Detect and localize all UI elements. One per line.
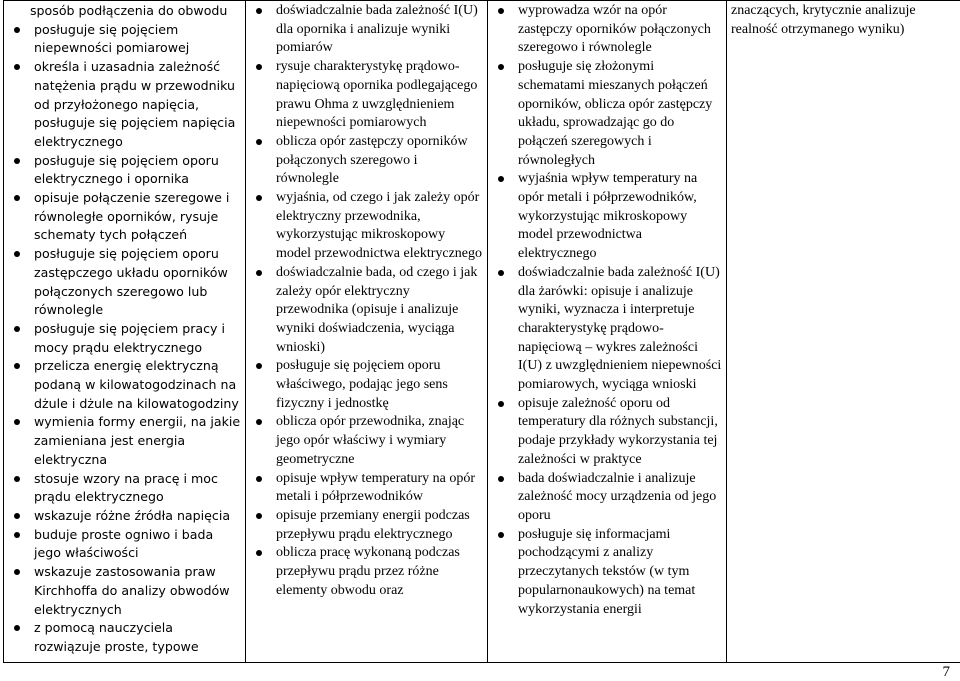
column-intro: sposób podłączenia do obwodu — [30, 3, 228, 18]
list-item: bada doświadczalnie i analizuje zależność mocy urządzenia od jego oporu — [492, 470, 722, 526]
list-item: opisuje wpływ temperatury na opór metali i półprzewodników — [250, 470, 483, 507]
list-item: posługuje się informacjami pochodzącymi z analizy przeczytanych tekstów (w tym popularnonaukowych) na temat wykorzystania energii — [492, 526, 722, 620]
list-item: wskazuje zastosowania praw Kirchhoffa do analizy obwodów elektrycznych — [8, 563, 241, 619]
requirements-list-3 — [492, 2, 722, 619]
list-item: wyjaśnia wpływ temperatury na opór metali i półprzewodników, wykorzystując mikroskopowy model przewodnictwa elektrycznego — [492, 170, 722, 264]
list-item: doświadczalnie bada, od czego i jak zależy opór elektryczny przewodnika (opisuje i analizuje wyniki doświadczenia, wyciąga wnioski) — [250, 264, 483, 358]
column-text: znaczących, krytycznie analizuje realność otrzymanego wyniku) — [731, 3, 916, 37]
list-item: posługuje się pojęciem pracy i mocy prądu elektrycznego — [8, 320, 241, 357]
requirements-table — [3, 0, 960, 663]
list-item: wymienia formy energii, na jakie zamieniana jest energia elektryczna — [8, 413, 241, 469]
list-item: określa i uzasadnia zależność natężenia prądu w przewodniku od przyłożonego napięcia, posługuje się pojęciem napięcia elektrycznego — [8, 58, 241, 152]
column-extended — [246, 1, 488, 663]
list-item: przelicza energię elektryczną podaną w kilowatogodzinach na dżule i dżule na kilowatogodziny — [8, 357, 241, 413]
list-item: buduje proste ogniwo i bada jego właściwości — [8, 526, 241, 563]
list-item: stosuje wzory na pracę i moc prądu elektrycznego — [8, 470, 241, 507]
list-item: posługuje się pojęciem oporu zastępczego układu oporników połączonych szeregowo lub równolegle — [8, 245, 241, 320]
list-item: posługuje się pojęciem niepewności pomiarowej — [8, 21, 241, 58]
list-item: opisuje połączenie szeregowe i równoległe oporników, rysuje schematy tych połączeń — [8, 189, 241, 245]
requirements-list-2 — [250, 2, 483, 601]
list-item: posługuje się pojęciem oporu właściwego, podając jego sens fizyczny i jednostkę — [250, 357, 483, 413]
page-number: 7 — [942, 664, 950, 680]
list-item: doświadczalnie bada zależność I(U) dla żarówki: opisuje i analizuje wyniki, wyznacza i interpretuje charakterystykę prądowo-napięciową – wykres zależności I(U) z uwzględnieniem niepewności pomiarowych, wyciąga wnioski — [492, 264, 722, 395]
list-item: oblicza pracę wykonaną podczas przepływu prądu przez różne elementy obwodu oraz — [250, 544, 483, 600]
list-item: z pomocą nauczyciela rozwiązuje proste, typowe — [8, 619, 241, 656]
list-item: opisuje zależność oporu od temperatury dla różnych substancji, podaje przykłady wykorzystania tej zależności w praktyce — [492, 395, 722, 470]
column-full — [488, 1, 727, 663]
list-item: posługuje się złożonymi schematami mieszanych połączeń oporników, oblicza opór zastępczy układu, sprowadzając go do połączeń szeregowych i równoległych — [492, 58, 722, 170]
list-item: oblicza opór zastępczy oporników połączonych szeregowo i równolegle — [250, 133, 483, 189]
column-excellent — [727, 1, 960, 663]
list-item: wyjaśnia, od czego i jak zależy opór elektryczny przewodnika, wykorzystując mikroskopowy model przewodnictwa elektrycznego — [250, 189, 483, 264]
requirements-list-1 — [8, 21, 241, 657]
list-item: opisuje przemiany energii podczas przepływu prądu elektrycznego — [250, 507, 483, 544]
list-item: doświadczalnie bada zależność I(U) dla opornika i analizuje wyniki pomiarów — [250, 2, 483, 58]
list-item: wskazuje różne źródła napięcia — [8, 507, 241, 526]
table-row — [4, 1, 960, 663]
list-item: wyprowadza wzór na opór zastępczy oporników połączonych szeregowo i równolegle — [492, 2, 722, 58]
list-item: rysuje charakterystykę prądowo-napięciową opornika podlegającego prawu Ohma z uwzględnieniem niepewności pomiarowych — [250, 58, 483, 133]
list-item: posługuje się pojęciem oporu elektrycznego i opornika — [8, 152, 241, 189]
column-basic — [4, 1, 246, 663]
list-item: oblicza opór przewodnika, znając jego opór właściwy i wymiary geometryczne — [250, 413, 483, 469]
